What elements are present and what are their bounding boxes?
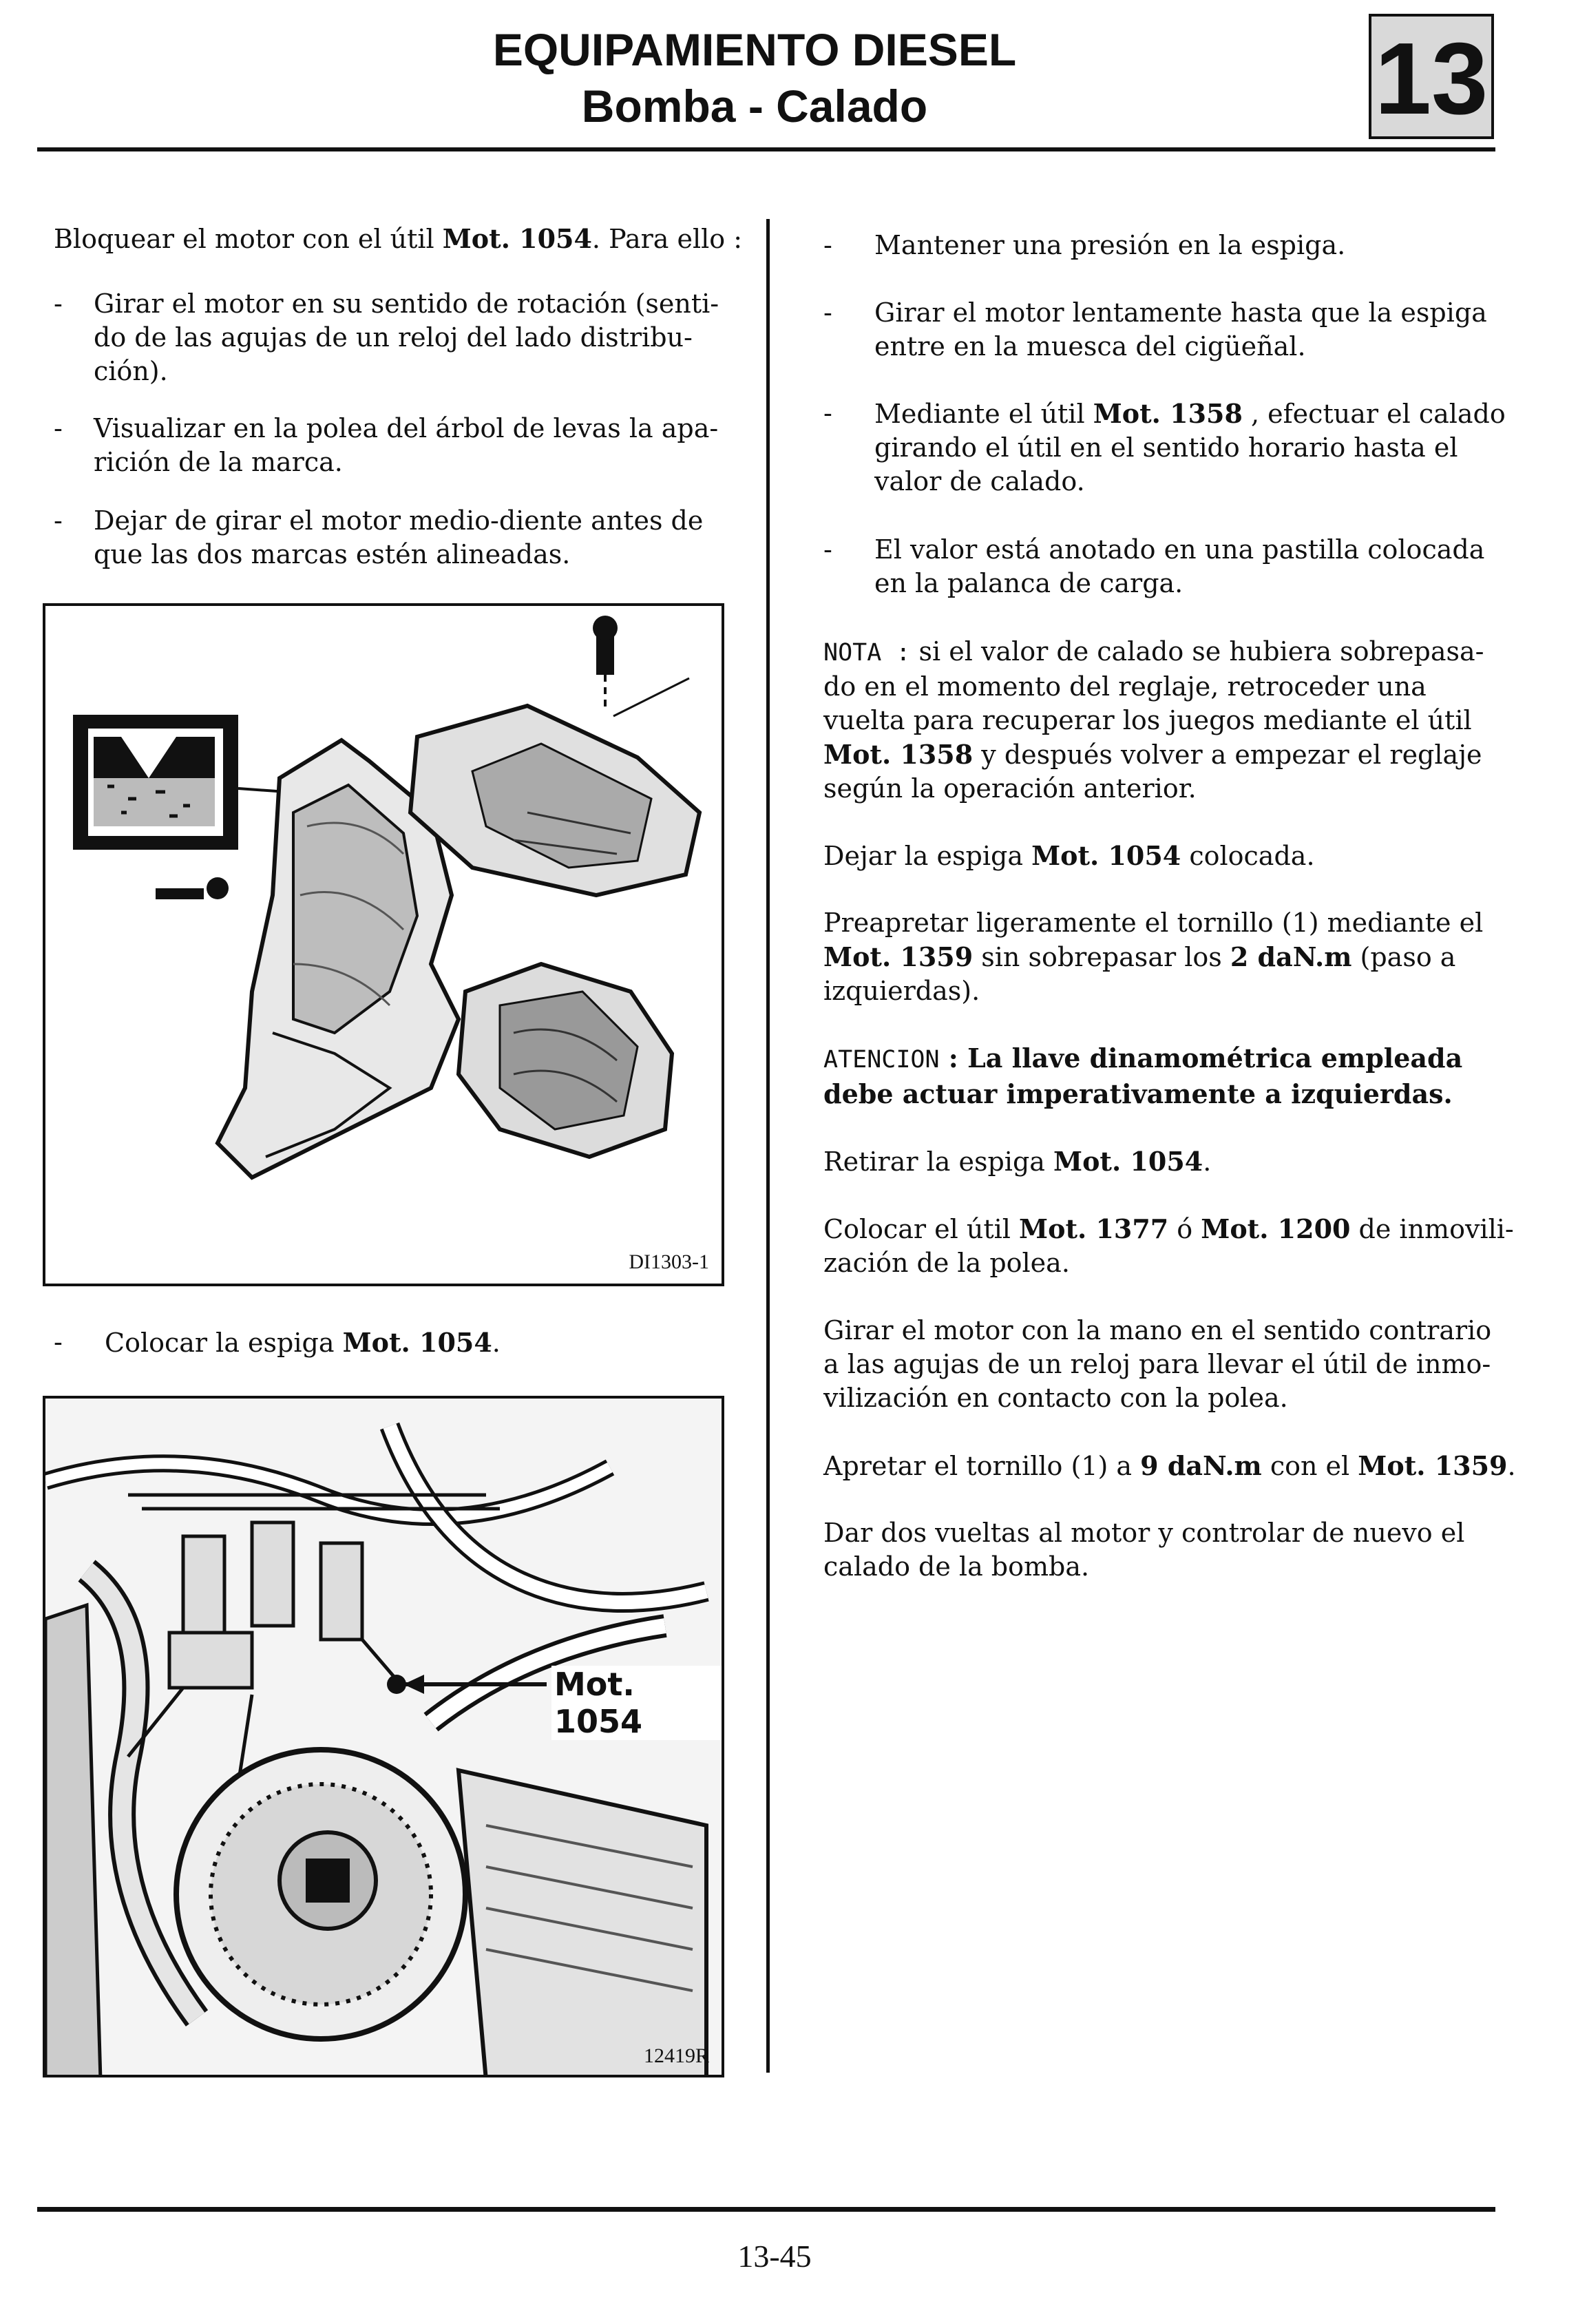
bullet-dash: - <box>54 505 63 536</box>
page-subtitle: Bomba - Calado <box>581 81 928 132</box>
page-title: EQUIPAMIENTO DIESEL <box>492 24 1017 75</box>
leave-pin-paragraph: Dejar la espiga Mot. 1054 colocada. <box>823 840 1315 871</box>
timing-cover-illustration <box>45 606 724 1286</box>
figure-reference: DI1303-1 <box>629 1250 709 1273</box>
page-number: 13-45 <box>737 2239 812 2274</box>
warning-paragraph: ATENCION : La llave dinamométrica empleada debe actuar imperativamente a izquierdas. <box>823 1043 1463 1109</box>
note-paragraph: NOTA : si el valor de calado se hubiera sobrepasa- do en el momento del reglaje, retroceder una vuelta para recuperar los juegos mediante el útil Mot. 1358 y después volver a empezar el reglaje según la operación anterior. <box>823 636 1484 804</box>
tighten-paragraph: Apretar el tornillo (1) a 9 daN.m con el Mot. 1359. <box>823 1450 1516 1481</box>
bullet-dash: - <box>54 289 63 319</box>
chapter-badge: 13 <box>1369 14 1494 139</box>
header-rule <box>37 147 1495 151</box>
step-stop-rotation: Dejar de girar el motor medio-diente antes de que las dos marcas estén alineadas. <box>94 505 704 569</box>
step-visualize-mark: Visualizar en la polea del árbol de levas la apa- rición de la marca. <box>94 413 719 477</box>
tool-callout: Mot. 1054 <box>551 1666 722 1740</box>
step-place-pin: Colocar la espiga Mot. 1054. <box>105 1327 501 1358</box>
timing-cover-figure <box>43 603 724 1286</box>
step-hold-pressure: Mantener una presión en la espiga. <box>874 230 1346 260</box>
turn-engine-paragraph: Girar el motor con la mano en el sentido contrario a las agujas de un reloj para llevar el útil de inmo- vilización en contacto con la polea. <box>823 1315 1492 1413</box>
column-separator <box>766 219 770 2073</box>
place-tool-paragraph: Colocar el útil Mot. 1377 ó Mot. 1200 de inmovili- zación de la polea. <box>823 1213 1514 1278</box>
step-rotate-engine: Girar el motor en su sentido de rotación (senti- do de las agujas de un reloj del lado distribu- ción). <box>94 289 719 386</box>
step-rotate-slowly: Girar el motor lentamente hasta que la espiga entre en la muesca del cigüeñal. <box>874 297 1487 362</box>
bullet-dash: - <box>54 413 63 443</box>
intro-text: Bloquear el motor con el útil Mot. 1054. Para ello : <box>54 223 743 254</box>
remove-pin-paragraph: Retirar la espiga Mot. 1054. <box>823 1146 1212 1177</box>
bullet-dash: - <box>823 534 832 565</box>
step-timing-tool: Mediante el útil Mot. 1358 , efectuar el calado girando el útil en el sentido horario hasta el valor de calado. <box>874 398 1506 496</box>
engine-bay-figure <box>43 1396 724 2077</box>
bullet-dash: - <box>54 1327 63 1357</box>
step-value-location: El valor está anotado en una pastilla colocada en la palanca de carga. <box>874 534 1485 598</box>
footer-rule <box>37 2207 1495 2212</box>
final-check-paragraph: Dar dos vueltas al motor y controlar de nuevo el calado de la bomba. <box>823 1518 1465 1582</box>
pretighten-paragraph: Preapretar ligeramente el tornillo (1) mediante el Mot. 1359 sin sobrepasar los 2 daN.m (paso a izquierdas). <box>823 908 1484 1006</box>
bullet-dash: - <box>823 230 832 260</box>
figure-reference: 12419R <box>643 2044 709 2067</box>
bullet-dash: - <box>823 398 832 428</box>
bullet-dash: - <box>823 297 832 328</box>
